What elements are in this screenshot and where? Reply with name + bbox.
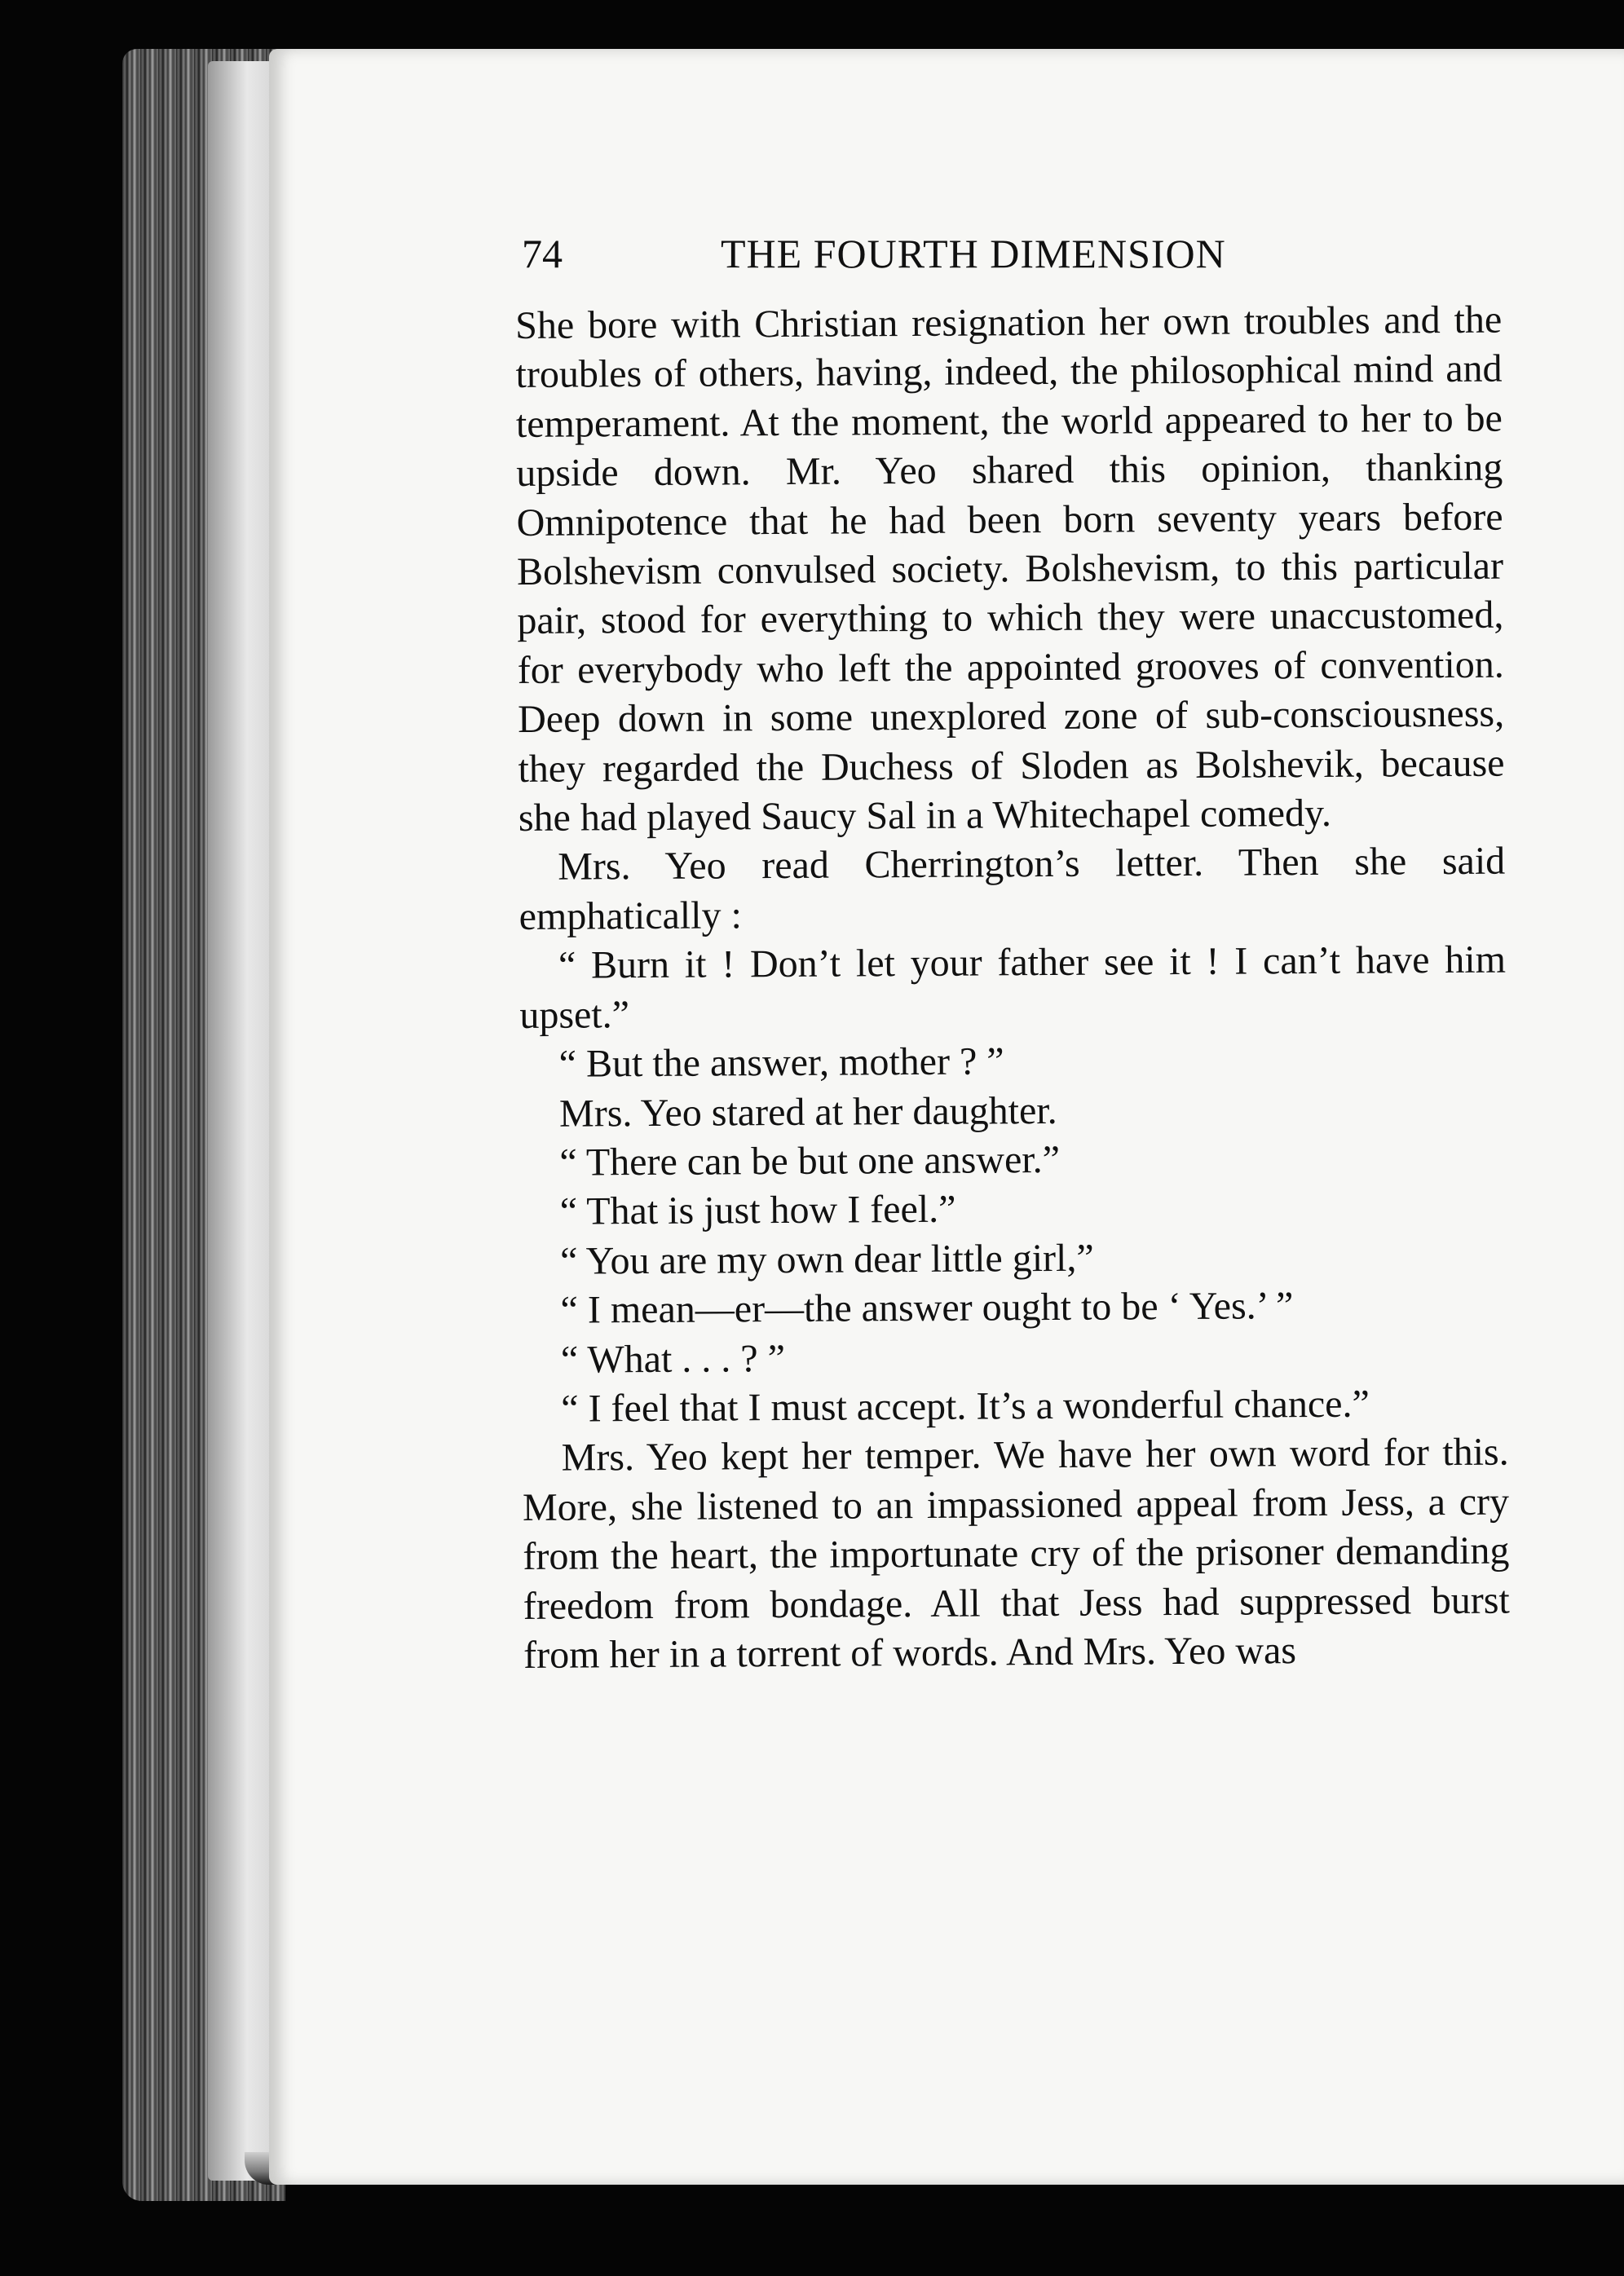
page-header bbox=[522, 230, 1337, 287]
body-text bbox=[515, 296, 1510, 1681]
paragraph: “ What . . . ? ” bbox=[560, 1336, 786, 1382]
paragraph: Mrs. Yeo kept her temper. We have her own word for this. More, she listened to an impassioned appeal from Jess, a cry from the heart, the importunate cry of the prisoner demanding freedom from bondage. All that Jess had suppressed burst from her in a torrent of words. And Mrs. Yeo was bbox=[522, 1430, 1510, 1677]
page-number: 74 bbox=[522, 231, 563, 276]
paragraph: “ There can be but one answer.” bbox=[559, 1137, 1061, 1184]
paragraph: “ I mean—er—the answer ought to be ‘ Yes.’ ” bbox=[560, 1284, 1294, 1332]
running-title: THE FOURTH DIMENSION bbox=[721, 231, 1226, 276]
paragraph: “ But the answer, mother ? ” bbox=[558, 1039, 1004, 1086]
paragraph: She bore with Christian resignation her own troubles and the troubles of others, having, indeed, the philosophical mind and temperament. At the moment, the world appeared to her to be upside down. Mr. Yeo shared this opinion, thanking Omnipotence that he had been born seventy years before Bolshevism convulsed society. Bolshevism, to this particular pair, stood for everything to which they were unaccustomed, for everybody who left the appointed grooves of convention. Deep down in some unexplored zone of sub-consciousness, they regarded the Duchess of Sloden as Bolshevik, because she had played Saucy Sal in a Whitechapel comedy. bbox=[515, 298, 1505, 840]
paragraph: “ I feel that I must accept. It’s a wonderful chance.” bbox=[561, 1382, 1370, 1431]
paragraph: Mrs. Yeo read Cherrington’s letter. Then she said emphatically : bbox=[519, 840, 1506, 938]
paragraph: Mrs. Yeo stared at her daughter. bbox=[558, 1088, 1057, 1136]
book-gutter bbox=[208, 61, 273, 2181]
paragraph: “ You are my own dear little girl,” bbox=[560, 1236, 1094, 1283]
paragraph: “ That is just how I feel.” bbox=[559, 1188, 956, 1233]
paragraph: “ Burn it ! Don’t let your father see it ! I can’t have him upset.” bbox=[519, 937, 1507, 1037]
